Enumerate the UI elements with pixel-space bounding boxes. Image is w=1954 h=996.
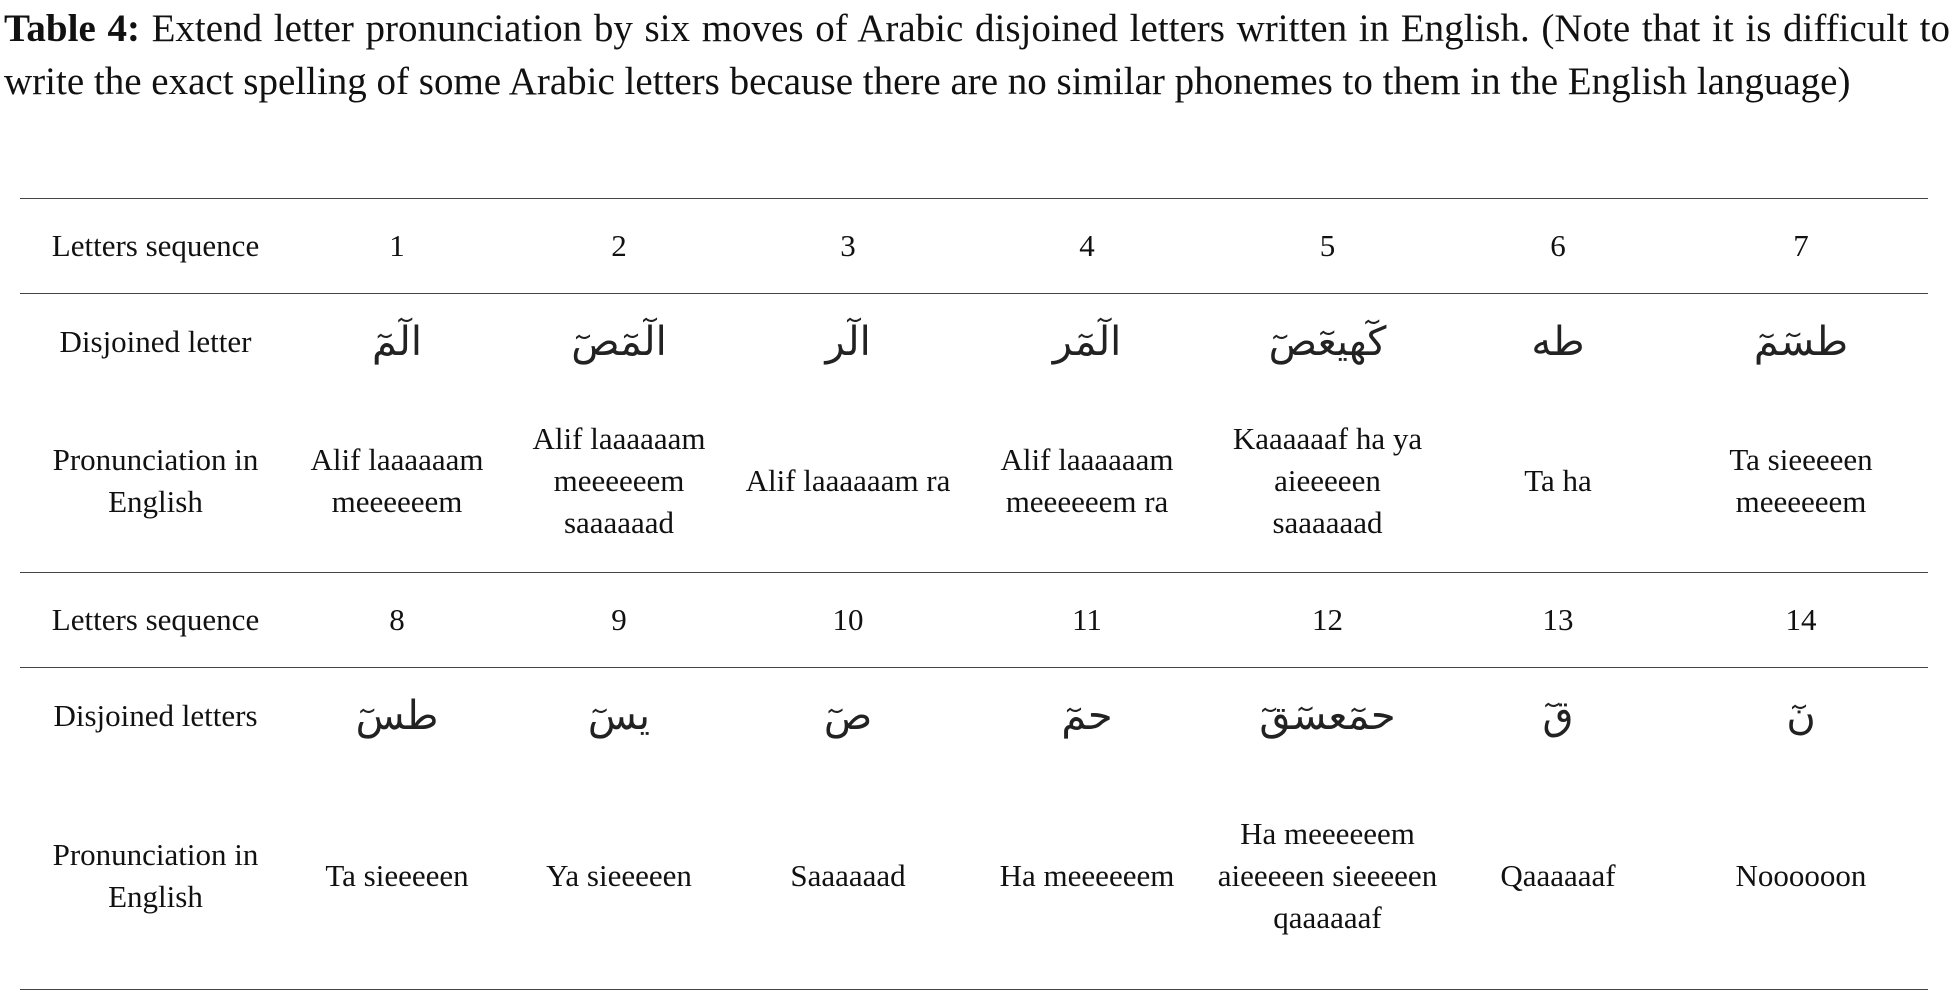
arabic-letter-cell: طه: [1531, 318, 1585, 365]
row-header: Pronunciation in English: [20, 390, 291, 573]
row-header: Letters sequence: [20, 573, 291, 668]
sequence-cell: 12: [1213, 573, 1442, 668]
table-caption: [4, 2, 1950, 108]
sequence-cell: 11: [961, 573, 1213, 668]
arabic-letter-cell: صٓ: [823, 692, 873, 739]
sequence-cell: 8: [291, 573, 503, 668]
table-row-sequence-1: [20, 199, 1928, 294]
table-row-letters-1: [20, 294, 1928, 390]
pronunciation-cell: Saaaaaad: [735, 764, 961, 990]
sequence-cell: 4: [961, 199, 1213, 294]
arabic-letter-cell: الٓمٓصٓ: [571, 318, 667, 365]
caption-text: Extend letter pronunciation by six moves of Arabic disjoined letters written in English. (Note that it is difficult to write the exact spelling of some Arabic letters because there are no similar phonemes to them in the English language): [4, 7, 1950, 103]
sequence-cell: 1: [291, 199, 503, 294]
arabic-letter-cell: حمٓعسٓقٓ: [1259, 692, 1396, 739]
arabic-letter-cell: كٓهيعٓصٓ: [1268, 318, 1387, 365]
pronunciation-cell: Kaaaaaaf ha ya aieeeeen saaaaaad: [1213, 390, 1442, 573]
sequence-cell: 2: [503, 199, 735, 294]
arabic-letter-cell: طسٓ: [355, 692, 439, 739]
arabic-letter-cell: حمٓ: [1061, 692, 1113, 739]
arabic-letter-cell: طسٓمٓ: [1753, 318, 1849, 365]
pronunciation-cell: Qaaaaaaf: [1442, 764, 1674, 990]
row-header: Letters sequence: [20, 199, 291, 294]
table-row-pronunciation-2: [20, 764, 1928, 990]
sequence-cell: 6: [1442, 199, 1674, 294]
table-row-letters-2: [20, 668, 1928, 764]
pronunciation-cell: Ta ha: [1442, 390, 1674, 573]
table-row-pronunciation-1: [20, 390, 1928, 573]
pronunciation-cell: Ha meeeeeem aieeeeen sieeeeen qaaaaaaf: [1213, 764, 1442, 990]
arabic-letter-cell: الٓر: [825, 318, 871, 365]
row-header: Disjoined letter: [59, 323, 252, 359]
sequence-cell: 13: [1442, 573, 1674, 668]
sequence-cell: 7: [1674, 199, 1928, 294]
pronunciation-cell: Ta sieeeeen: [291, 764, 503, 990]
sequence-cell: 9: [503, 573, 735, 668]
pronunciation-cell: Noooooon: [1674, 764, 1928, 990]
pronunciation-cell: Alif laaaaaam meeeeeem ra: [961, 390, 1213, 573]
row-header: Disjoined letters: [53, 697, 258, 733]
caption-label: Table 4:: [4, 7, 140, 50]
sequence-cell: 14: [1674, 573, 1928, 668]
pronunciation-cell: Ta sieeeeen meeeeeem: [1674, 390, 1928, 573]
pronunciation-cell: Ya sieeeeen: [503, 764, 735, 990]
pronunciation-cell: Alif laaaaaam meeeeeem: [291, 390, 503, 573]
arabic-letter-cell: الٓمٓر: [1052, 318, 1122, 365]
pronunciation-cell: Ha meeeeeem: [961, 764, 1213, 990]
arabic-letter-cell: الٓمٓ: [372, 318, 422, 365]
sequence-cell: 3: [735, 199, 961, 294]
pronunciation-table: [20, 198, 1928, 990]
sequence-cell: 5: [1213, 199, 1442, 294]
table-row-sequence-2: [20, 573, 1928, 668]
arabic-letter-cell: نٓ: [1786, 692, 1816, 739]
row-header: Pronunciation in English: [20, 764, 291, 990]
arabic-letter-cell: قٓ: [1542, 692, 1574, 739]
sequence-cell: 10: [735, 573, 961, 668]
arabic-letter-cell: يسٓ: [587, 692, 651, 739]
pronunciation-cell: Alif laaaaaam meeeeeem saaaaaad: [503, 390, 735, 573]
pronunciation-cell: Alif laaaaaam ra: [735, 390, 961, 573]
